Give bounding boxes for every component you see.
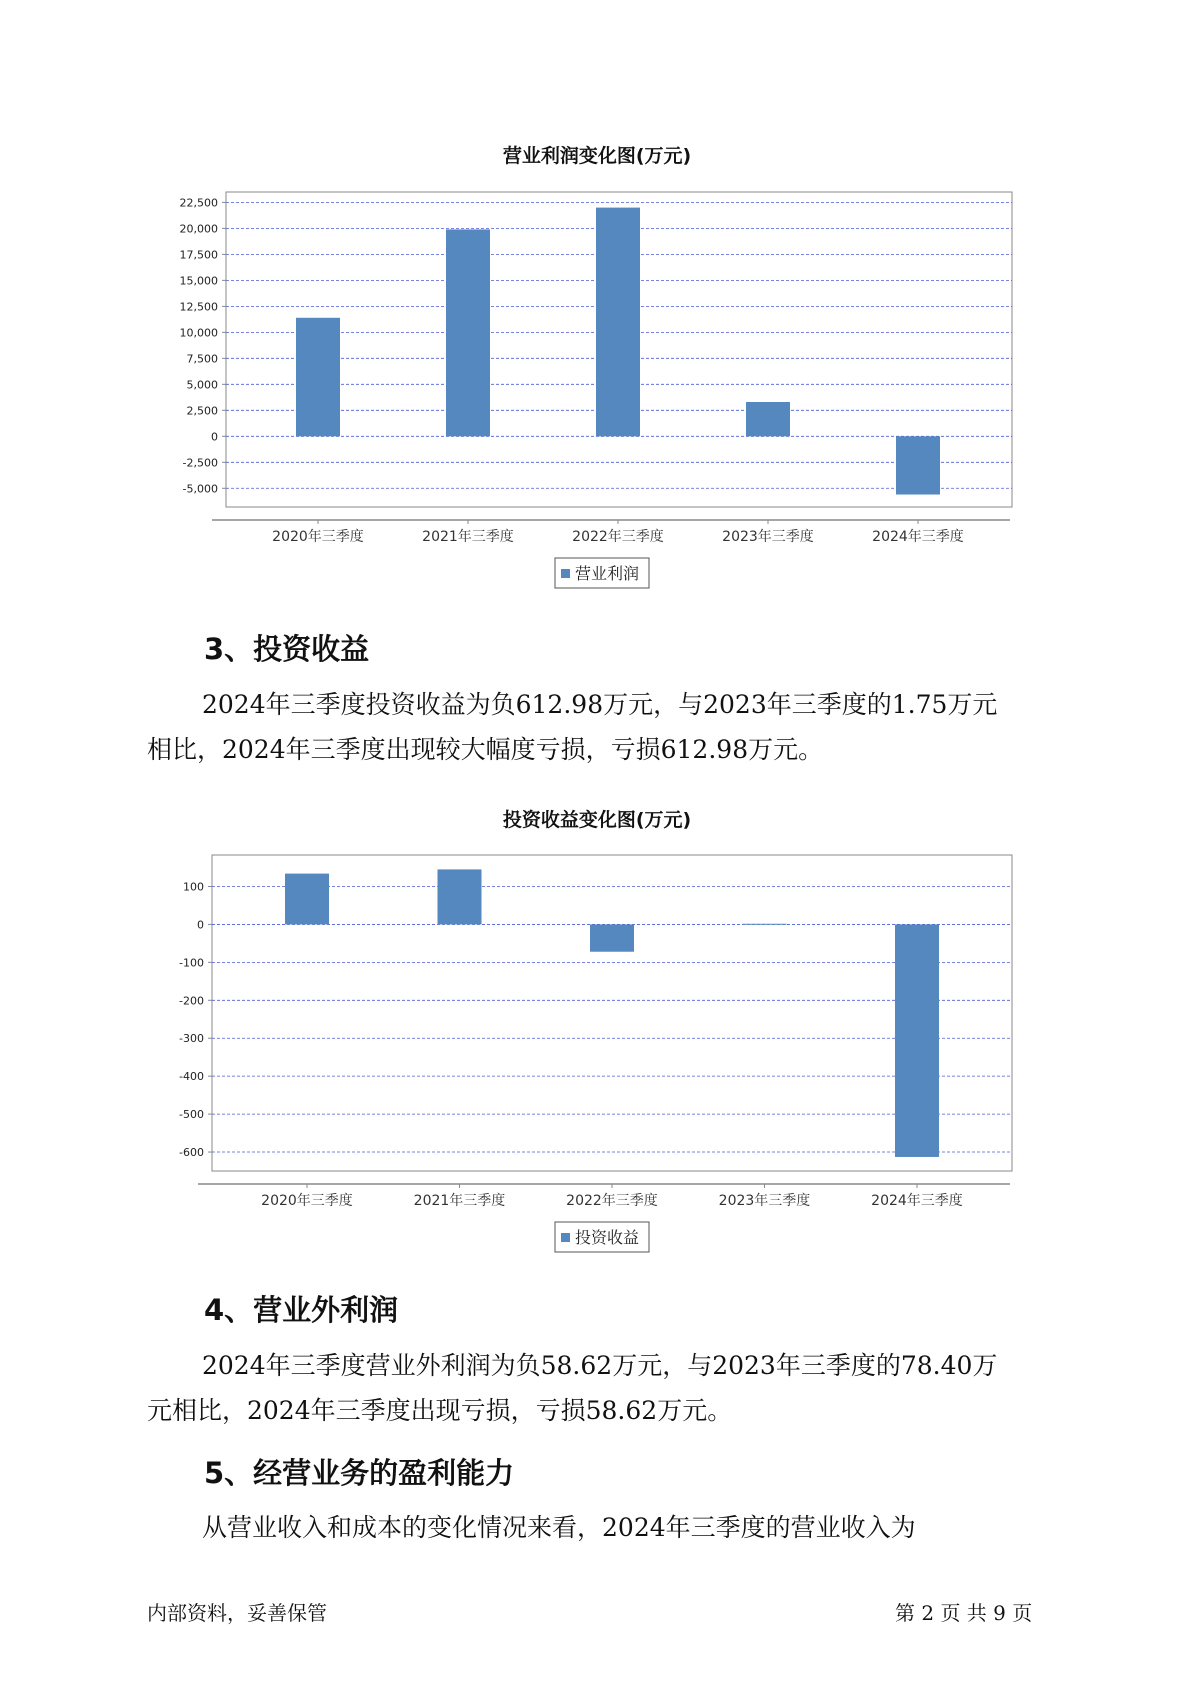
profit-legend-label: 营业利润 <box>575 564 640 583</box>
investment-y-tick-label: 100 <box>183 880 204 894</box>
section-4-line-2: 元相比，2024年三季度出现亏损，亏损58.62万元。 <box>147 1396 733 1425</box>
investment-plot-area <box>212 855 1012 1171</box>
profit-x-tick-label: 2020年三季度 <box>272 529 364 545</box>
investment-legend-label: 投资收益 <box>575 1228 640 1247</box>
profit-x-tick-label: 2023年三季度 <box>722 529 814 545</box>
section-3-line-2: 相比，2024年三季度出现较大幅度亏损，亏损612.98万元。 <box>147 735 824 764</box>
investment-x-tick-label: 2023年三季度 <box>718 1193 811 1209</box>
section-4-line-1: 2024年三季度营业外利润为负58.62万元，与2023年三季度的78.40万 <box>202 1351 998 1380</box>
investment-x-tick-label: 2020年三季度 <box>261 1193 353 1209</box>
section-3-line-1: 2024年三季度投资收益为负612.98万元，与2023年三季度的1.75万元 <box>202 690 998 719</box>
investment-y-tick-label: -500 <box>179 1108 204 1122</box>
investment-y-tick-label: 0 <box>197 918 204 932</box>
section-5-heading: 5、经营业务的盈利能力 <box>204 1456 515 1490</box>
section-4-paragraph <box>147 1343 1047 1433</box>
investment-legend-swatch <box>561 1233 570 1242</box>
section-4-heading: 4、营业外利润 <box>204 1293 399 1327</box>
section-5-paragraph <box>147 1505 1047 1550</box>
investment-bar <box>285 874 329 925</box>
profit-x-tick-label: 2022年三季度 <box>572 529 664 545</box>
investment-y-tick-label: -600 <box>179 1146 204 1160</box>
profit-y-tick-label: 12,500 <box>179 300 218 314</box>
profit-y-tick-label: 15,000 <box>179 274 218 288</box>
profit-y-tick-label: 17,500 <box>179 248 218 262</box>
profit-y-tick-label: 2,500 <box>186 404 218 418</box>
profit-x-tick-label: 2021年三季度 <box>422 529 514 545</box>
profit-y-tick-label: -5,000 <box>182 482 218 496</box>
investment-chart-title: 投资收益变化图(万元) <box>502 809 692 831</box>
footer-confidential: 内部资料，妥善保管 <box>147 1601 327 1625</box>
investment-bar <box>590 924 634 951</box>
profit-y-tick-label: 7,500 <box>186 352 218 366</box>
investment-bar <box>895 924 939 1157</box>
footer-page-number: 第 2 页 共 9 页 <box>895 1601 1033 1625</box>
profit-x-tick-label: 2024年三季度 <box>872 529 964 545</box>
section-5-line-1: 从营业收入和成本的变化情况来看，2024年三季度的营业收入为 <box>202 1513 916 1542</box>
profit-y-tick-label: 5,000 <box>186 378 218 392</box>
investment-bar <box>438 869 482 924</box>
profit-y-tick-label: 0 <box>211 430 218 444</box>
investment-x-tick-label: 2024年三季度 <box>871 1193 963 1209</box>
profit-y-tick-label: 20,000 <box>179 222 218 236</box>
investment-y-tick-label: -400 <box>179 1070 204 1084</box>
section-3-paragraph <box>147 682 1047 772</box>
investment-bar <box>743 924 787 925</box>
profit-y-tick-label: 10,000 <box>179 326 218 340</box>
profit-y-tick-label: 22,500 <box>179 196 218 210</box>
investment-x-tick-label: 2021年三季度 <box>413 1193 506 1209</box>
investment-x-tick-label: 2022年三季度 <box>566 1193 658 1209</box>
investment-y-tick-label: -100 <box>179 956 204 970</box>
section-3-heading: 3、投资收益 <box>204 632 370 666</box>
profit-y-tick-label: -2,500 <box>182 456 218 470</box>
investment-y-tick-label: -200 <box>179 994 204 1008</box>
investment-y-tick-label: -300 <box>179 1032 204 1046</box>
profit-chart-title: 营业利润变化图(万元) <box>502 145 692 167</box>
